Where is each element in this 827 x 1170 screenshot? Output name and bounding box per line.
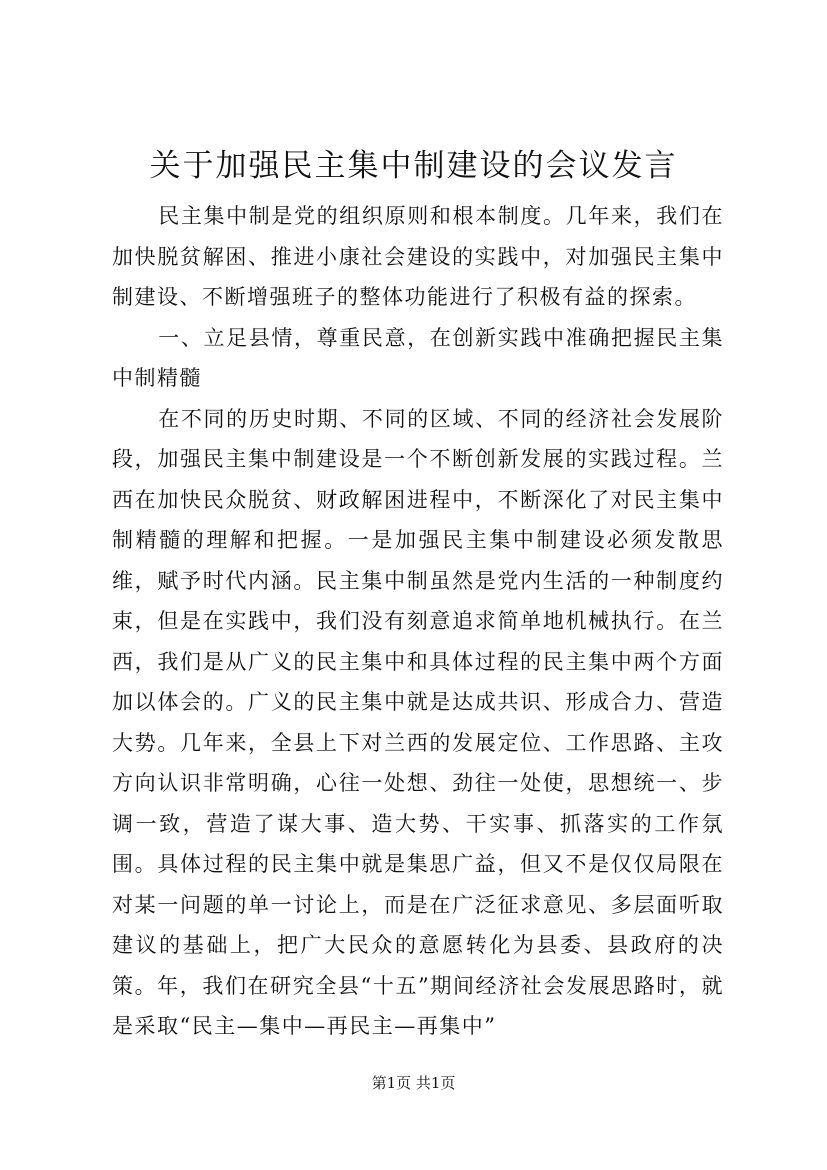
page-number-footer: 第1页 共1页 (371, 1074, 456, 1092)
paragraph-intro: 民主集中制是党的组织原则和根本制度。几年来，我们在加快脱贫解困、推进小康社会建设的实践中，对加强民主集中制建设、不断增强班子的整体功能进行了积极有益的探索。 (112, 204, 724, 309)
document-body (112, 196, 724, 1047)
section-heading: 一、立足县情，尊重民意，在创新实践中准确把握民主集中制精髓 (112, 325, 724, 390)
paragraph-body: 在不同的历史时期、不同的区域、不同的经济社会发展阶段，加强民主集中制建设是一个不断创新发展的实践过程。兰西在加快民众脱贫、财政解困进程中，不断深化了对民主集中制精髓的理解和把握。一是加强民主集中制建设必须发散思维，赋予时代内涵。民主集中制虽然是党内生活的一种制度约束，但是在实践中，我们没有刻意追求简单地机械执行。在兰西，我们是从广义的民主集中和具体过程的民主集中两个方面加以体会的。广义的民主集中就是达成共识、形成合力、营造大势。几年来，全县上下对兰西的发展定位、工作思路、主攻方向认识非常明确，心往一处想、劲往一处使，思想统一、步调一致，营造了谋大事、造大势、干实事、抓落实的工作氛围。具体过程的民主集中就是集思广益，但又不是仅仅局限在对某一问题的单一讨论上，而是在广泛征求意见、多层面听取建议的基础上，把广大民众的意愿转化为县委、县政府的决策。年，我们在研究全县“十五”期间经济社会发展思路时，就是采取“民主—集中—再民主—再集中” (112, 406, 724, 1038)
document-title: 关于加强民主集中制建设的会议发言 (149, 148, 678, 184)
